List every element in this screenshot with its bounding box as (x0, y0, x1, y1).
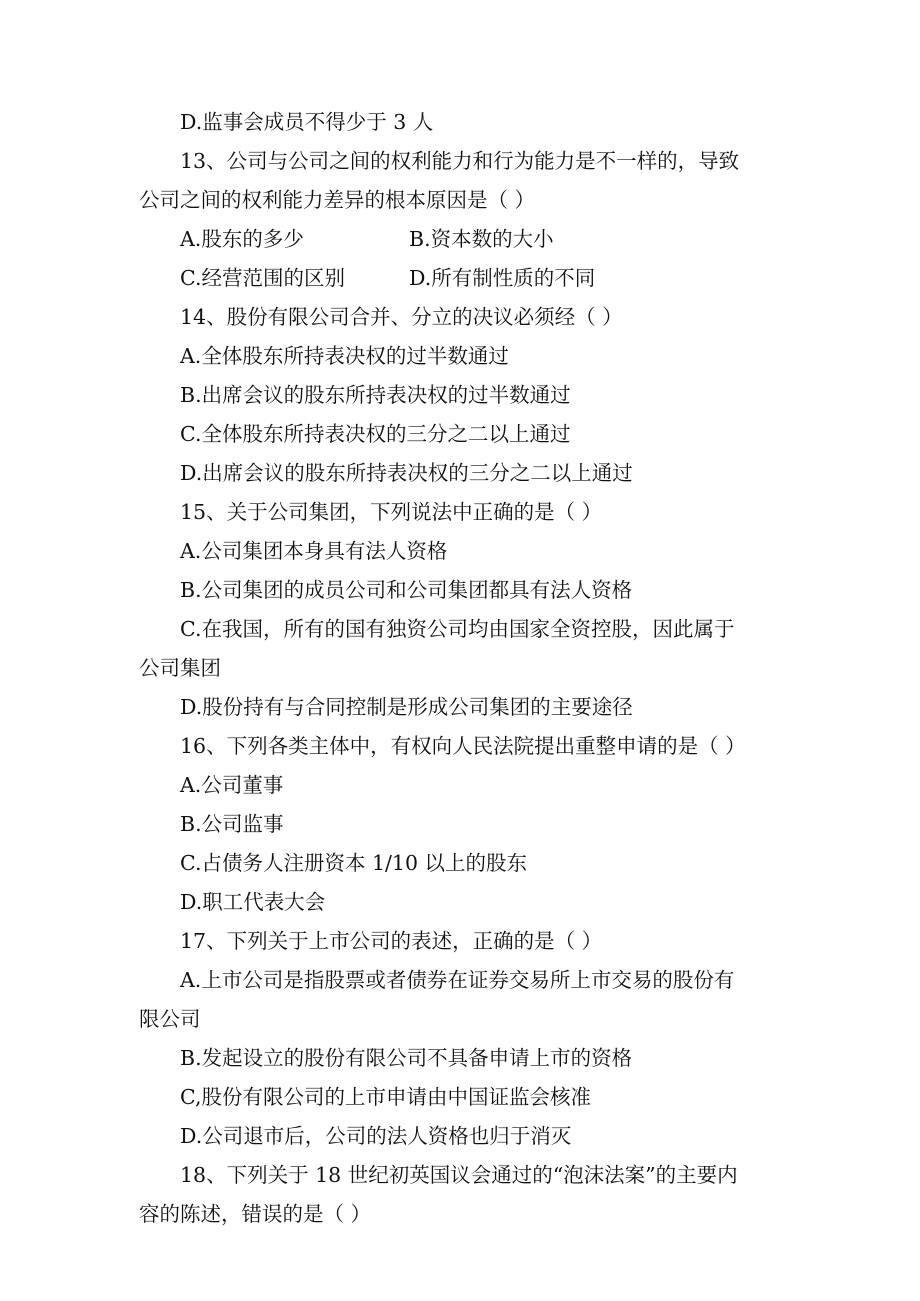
option-b: B.资本数的大小 (409, 227, 554, 251)
question-15: 15、关于公司集团，下列说法中正确的是（ ） (180, 500, 603, 524)
question-14: 14、股份有限公司合并、分立的决议必须经（ ） (180, 305, 623, 329)
question-18-line-2: 容的陈述，错误的是（ ） (139, 1202, 372, 1226)
option-d: D.公司退市后，公司的法人资格也归于消灭 (180, 1124, 572, 1148)
option-c: C,股份有限公司的上市申请由中国证监会核准 (180, 1085, 591, 1109)
question-13-options-row-1 (139, 220, 784, 259)
option-a: A.股东的多少 (180, 227, 304, 251)
option-d: D.所有制性质的不同 (409, 266, 596, 290)
option-a-line-2: 限公司 (139, 1007, 201, 1031)
option-b: B.公司监事 (180, 812, 284, 836)
question-13-line-1: 13、公司与公司之间的权利能力和行为能力是不一样的，导致 (180, 149, 740, 173)
question-13-options-row-2 (139, 259, 784, 298)
option-d: D.股份持有与合同控制是形成公司集团的主要途径 (180, 695, 633, 719)
option-a: A.公司集团本身具有法人资格 (180, 539, 448, 563)
text-line: D.监事会成员不得少于 3 人 (180, 110, 434, 134)
option-c: C.占债务人注册资本 1/10 以上的股东 (180, 851, 528, 875)
option-d: D.职工代表大会 (180, 890, 326, 914)
question-18-line-1: 18、下列关于 18 世纪初英国议会通过的“泡沫法案”的主要内 (180, 1163, 738, 1187)
option-a-line-1: A.上市公司是指股票或者债券在证券交易所上市交易的股份有 (180, 968, 735, 992)
question-17: 17、下列关于上市公司的表述，正确的是（ ） (180, 929, 603, 953)
document-body (139, 103, 784, 1234)
option-a: A.全体股东所持表决权的过半数通过 (180, 344, 509, 368)
question-16: 16、下列各类主体中，有权向人民法院提出重整申请的是（ ） (180, 734, 746, 758)
option-c-line-2: 公司集团 (139, 656, 221, 680)
option-a: A.公司董事 (180, 773, 284, 797)
option-c: C.全体股东所持表决权的三分之二以上通过 (180, 422, 571, 446)
option-b: B.公司集团的成员公司和公司集团都具有法人资格 (180, 578, 633, 602)
option-c: C.经营范围的区别 (180, 266, 345, 290)
option-b: B.出席会议的股东所持表决权的过半数通过 (180, 383, 571, 407)
option-b: B.发起设立的股份有限公司不具备申请上市的资格 (180, 1046, 633, 1070)
option-c-line-1: C.在我国，所有的国有独资公司均由国家全资控股，因此属于 (180, 617, 735, 641)
option-d: D.出席会议的股东所持表决权的三分之二以上通过 (180, 461, 633, 485)
question-13-line-2: 公司之间的权利能力差异的根本原因是（ ） (139, 188, 536, 212)
